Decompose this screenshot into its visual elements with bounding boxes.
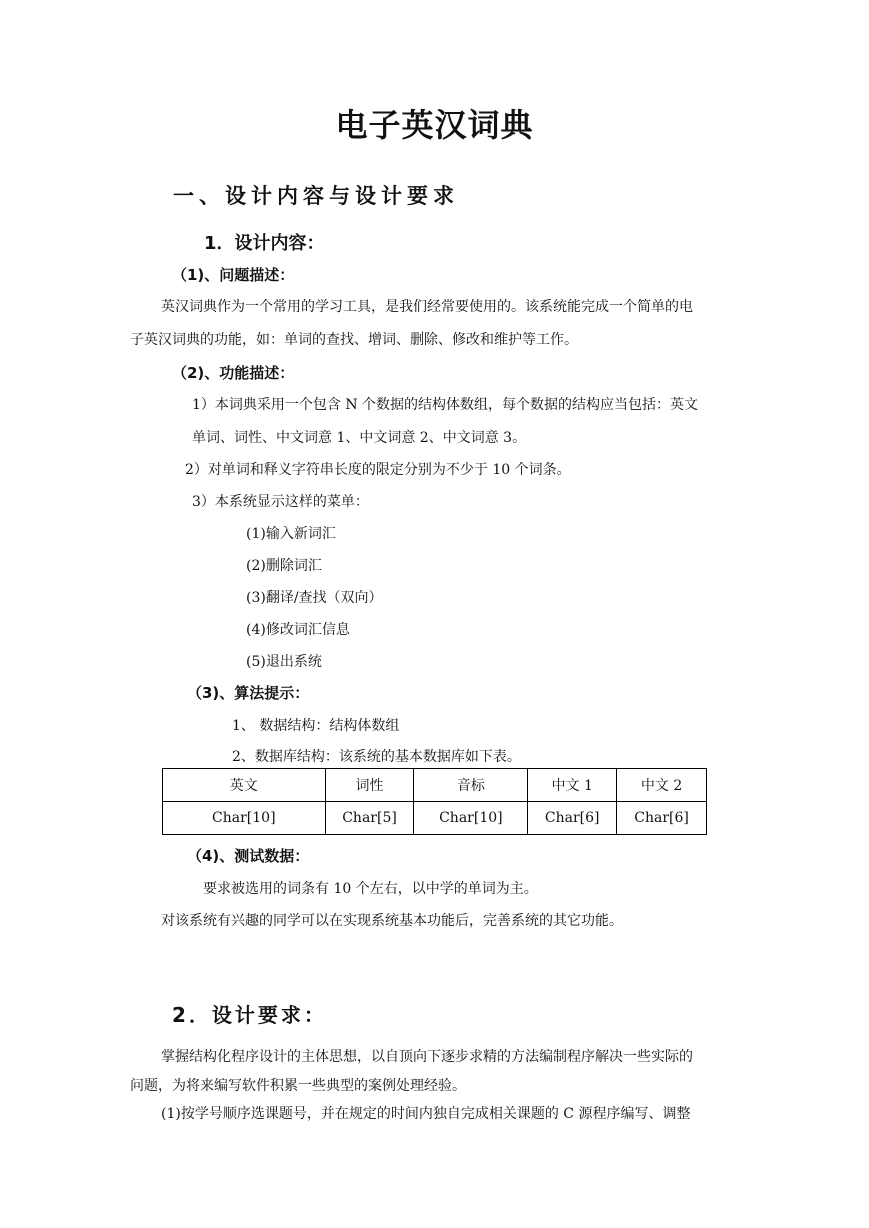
paragraph-line: 1）本词典采用一个包含 N 个数据的结构体数组，每个数据的结构应当包括：英文 — [192, 397, 699, 413]
subsection-heading-requirements: 2．设计要求： — [172, 1003, 327, 1027]
table-header-cell: 中文 2 — [617, 769, 707, 802]
table-header-cell: 中文 1 — [528, 769, 617, 802]
heading-algorithm: （3)、算法提示： — [187, 684, 310, 702]
table-cell: Char[6] — [528, 802, 617, 835]
heading-function: （2)、功能描述： — [172, 364, 295, 382]
heading-test-data: （4)、测试数据： — [187, 847, 310, 865]
document-title: 电子英汉词典 — [335, 106, 534, 144]
paragraph-line: 3）本系统显示这样的菜单： — [192, 494, 369, 510]
paragraph-line: 2）对单词和释义字符串长度的限定分别为不少于 10 个词条。 — [185, 462, 571, 478]
paragraph-line: 2、数据库结构：该系统的基本数据库如下表。 — [232, 749, 521, 765]
table-cell: Char[6] — [617, 802, 707, 835]
menu-item: (3)翻译/查找（双向） — [246, 590, 383, 606]
subsection-heading-content: 1．设计内容： — [204, 233, 325, 254]
menu-item: (4)修改词汇信息 — [246, 622, 350, 638]
heading-problem: （1)、问题描述： — [172, 266, 295, 284]
paragraph-line: 掌握结构化程序设计的主体思想，以自顶向下逐步求精的方法编制程序解决一些实际的 — [161, 1049, 693, 1065]
menu-item: (1)输入新词汇 — [246, 526, 336, 542]
paragraph-line: 要求被选用的词条有 10 个左右，以中学的单词为主。 — [203, 881, 538, 897]
table-cell: Char[10] — [414, 802, 528, 835]
database-structure-table — [162, 768, 707, 835]
section-heading-design: 一、设计内容与设计要求 — [173, 184, 459, 208]
table-header-cell: 英文 — [163, 769, 326, 802]
table-header-cell: 词性 — [325, 769, 414, 802]
table-header-cell: 音标 — [414, 769, 528, 802]
paragraph-line: 单词、词性、中文词意 1、中文词意 2、中文词意 3。 — [192, 430, 527, 446]
paragraph-line: (1)按学号顺序选课题号，并在规定的时间内独自完成相关课题的 C 源程序编写、调整 — [161, 1106, 691, 1122]
paragraph-line: 英汉词典作为一个常用的学习工具，是我们经常要使用的。该系统能完成一个简单的电 — [161, 299, 693, 315]
paragraph-line: 子英汉词典的功能，如：单词的查找、增词、删除、修改和维护等工作。 — [130, 332, 578, 348]
table-row — [163, 802, 707, 835]
table-header-row — [163, 769, 707, 802]
paragraph-line: 问题，为将来编写软件积累一些典型的案例处理经验。 — [130, 1078, 466, 1094]
paragraph-line: 对该系统有兴趣的同学可以在实现系统基本功能后，完善系统的其它功能。 — [161, 913, 623, 929]
paragraph-line: 1、 数据结构：结构体数组 — [232, 718, 400, 734]
menu-item: (2)删除词汇 — [246, 558, 322, 574]
table-cell: Char[10] — [163, 802, 326, 835]
menu-item: (5)退出系统 — [246, 654, 322, 670]
table-cell: Char[5] — [325, 802, 414, 835]
